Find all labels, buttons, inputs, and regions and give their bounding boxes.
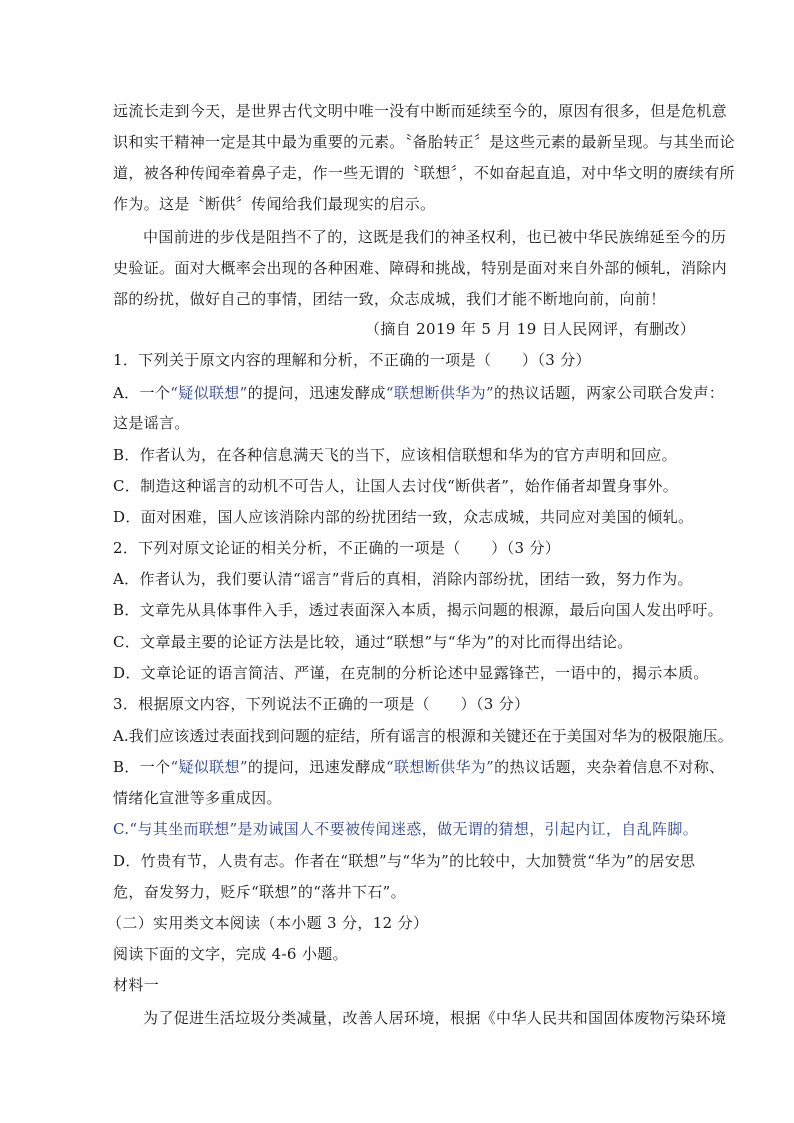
option-text-highlight: “疑似联想” [170,758,248,776]
passage-line: 部的纷扰，做好自己的事情，团结一致，众志成城，我们才能不断地向前，向前！ [113,290,666,308]
question-3-option-d: D．竹贵有节，人贵有志。作者在“联想”与“华为”的比较中，大加赞赏“华为”的居安思 [113,852,696,870]
passage-line: 史验证。面对大概率会出现的各种困难、障碍和挑战，特别是面对来自外部的倾轧，消除内 [113,259,728,277]
question-1-option-a [113,383,724,403]
question-1-option-b: B．作者认为，在各种信息满天飞的当下，应该相信联想和华为的官方声明和回应。 [113,446,677,464]
question-3-option-d-cont: 危，奋发努力，贬斥“联想”的“落井下石”。 [113,883,407,901]
passage-line: 远流长走到今天，是世界古代文明中唯一没有中断而延续至今的，原因有很多，但是危机意 [113,102,728,120]
option-text: B．一个 [113,758,171,776]
question-3-option-a: A.我们应该透过表面找到问题的症结，所有谣言的根源和关键还在于美国对华为的极限施压。 [113,727,733,745]
question-2-option-b: B．文章先从具体事件入手，透过表面深入本质，揭示问题的根源，最后向国人发出呼吁。 [113,601,724,619]
question-1-option-c: C．制造这种谣言的动机不可告人，让国人去讨伐“断供者”，始作俑者却置身事外。 [113,477,679,495]
material-label: 材料一 [113,976,160,994]
question-3-option-b [113,757,724,777]
option-text-highlight: “联想断供华为” [385,384,494,402]
question-2-option-d: D．文章论证的语言简洁、严谨，在克制的分析论述中显露锋芒，一语中的，揭示本质。 [113,664,709,682]
passage-source: （摘自 2019 年 5 月 19 日人民网评，有删改） [365,320,696,338]
passage-line: 道，被各种传闻牵着鼻子走，作一些无谓的〝联想〞，不如奋起直追，对中华文明的赓续有所 [113,164,735,182]
question-1-stem: 1．下列关于原文内容的理解和分析，不正确的一项是（ ）（3 分） [113,351,591,369]
question-3-stem: 3．根据原文内容，下列说法不正确的一项是（ ）（3 分） [113,695,530,713]
option-text: 的提问，迅速发酵成 [247,384,386,402]
question-2-option-a: A．作者认为，我们要认清“谣言”背后的真相，消除内部纷扰，团结一致，努力作为。 [113,570,693,588]
option-text: A．一个 [113,384,171,402]
option-text: 的热议话题，夹杂着信息不对称、 [494,758,725,776]
section-instruction: 阅读下面的文字，完成 4-6 小题。 [113,945,348,963]
option-text-highlight: “疑似联想” [170,384,248,402]
option-text-highlight: “联想断供华为” [386,758,495,776]
passage-line: 识和实干精神一定是其中最为重要的元素。〝备胎转正〞是这些元素的最新呈现。与其坐而论 [113,133,735,151]
question-1-option-d: D．面对困难，国人应该消除内部的纷扰团结一致，众志成城，共同应对美国的倾轧。 [113,508,694,526]
passage-line: 中国前进的步伐是阻挡不了的，这既是我们的神圣权利，也已被中华民族绵延至今的历 [143,228,727,246]
question-2-stem: 2．下列对原文论证的相关分析，不正确的一项是（ ）（3 分） [113,539,561,557]
passage-line: 作为。这是〝断供〞传闻给我们最现实的启示。 [113,195,436,213]
option-text: 的热议话题，两家公司联合发声： [493,384,725,402]
material-paragraph: 为了促进生活垃圾分类减量，改善人居环境，根据《中华人民共和国固体废物污染环境 [143,1009,727,1027]
question-3-option-c: C.“与其坐而联想”是劝诫国人不要被传闻迷惑，做无谓的猜想，引起内讧，自乱阵脚。 [113,820,699,838]
section-heading: （二）实用类文本阅读（本小题 3 分，12 分） [107,914,429,932]
question-3-option-b-cont: 情绪化宣泄等多重成因。 [113,789,282,807]
question-2-option-c: C．文章最主要的论证方法是比较，通过“联想”与“华为”的对比而得出结论。 [113,633,633,651]
option-text: 的提问，迅速发酵成 [247,758,387,776]
question-1-option-a-cont: 这是谣言。 [113,414,190,432]
